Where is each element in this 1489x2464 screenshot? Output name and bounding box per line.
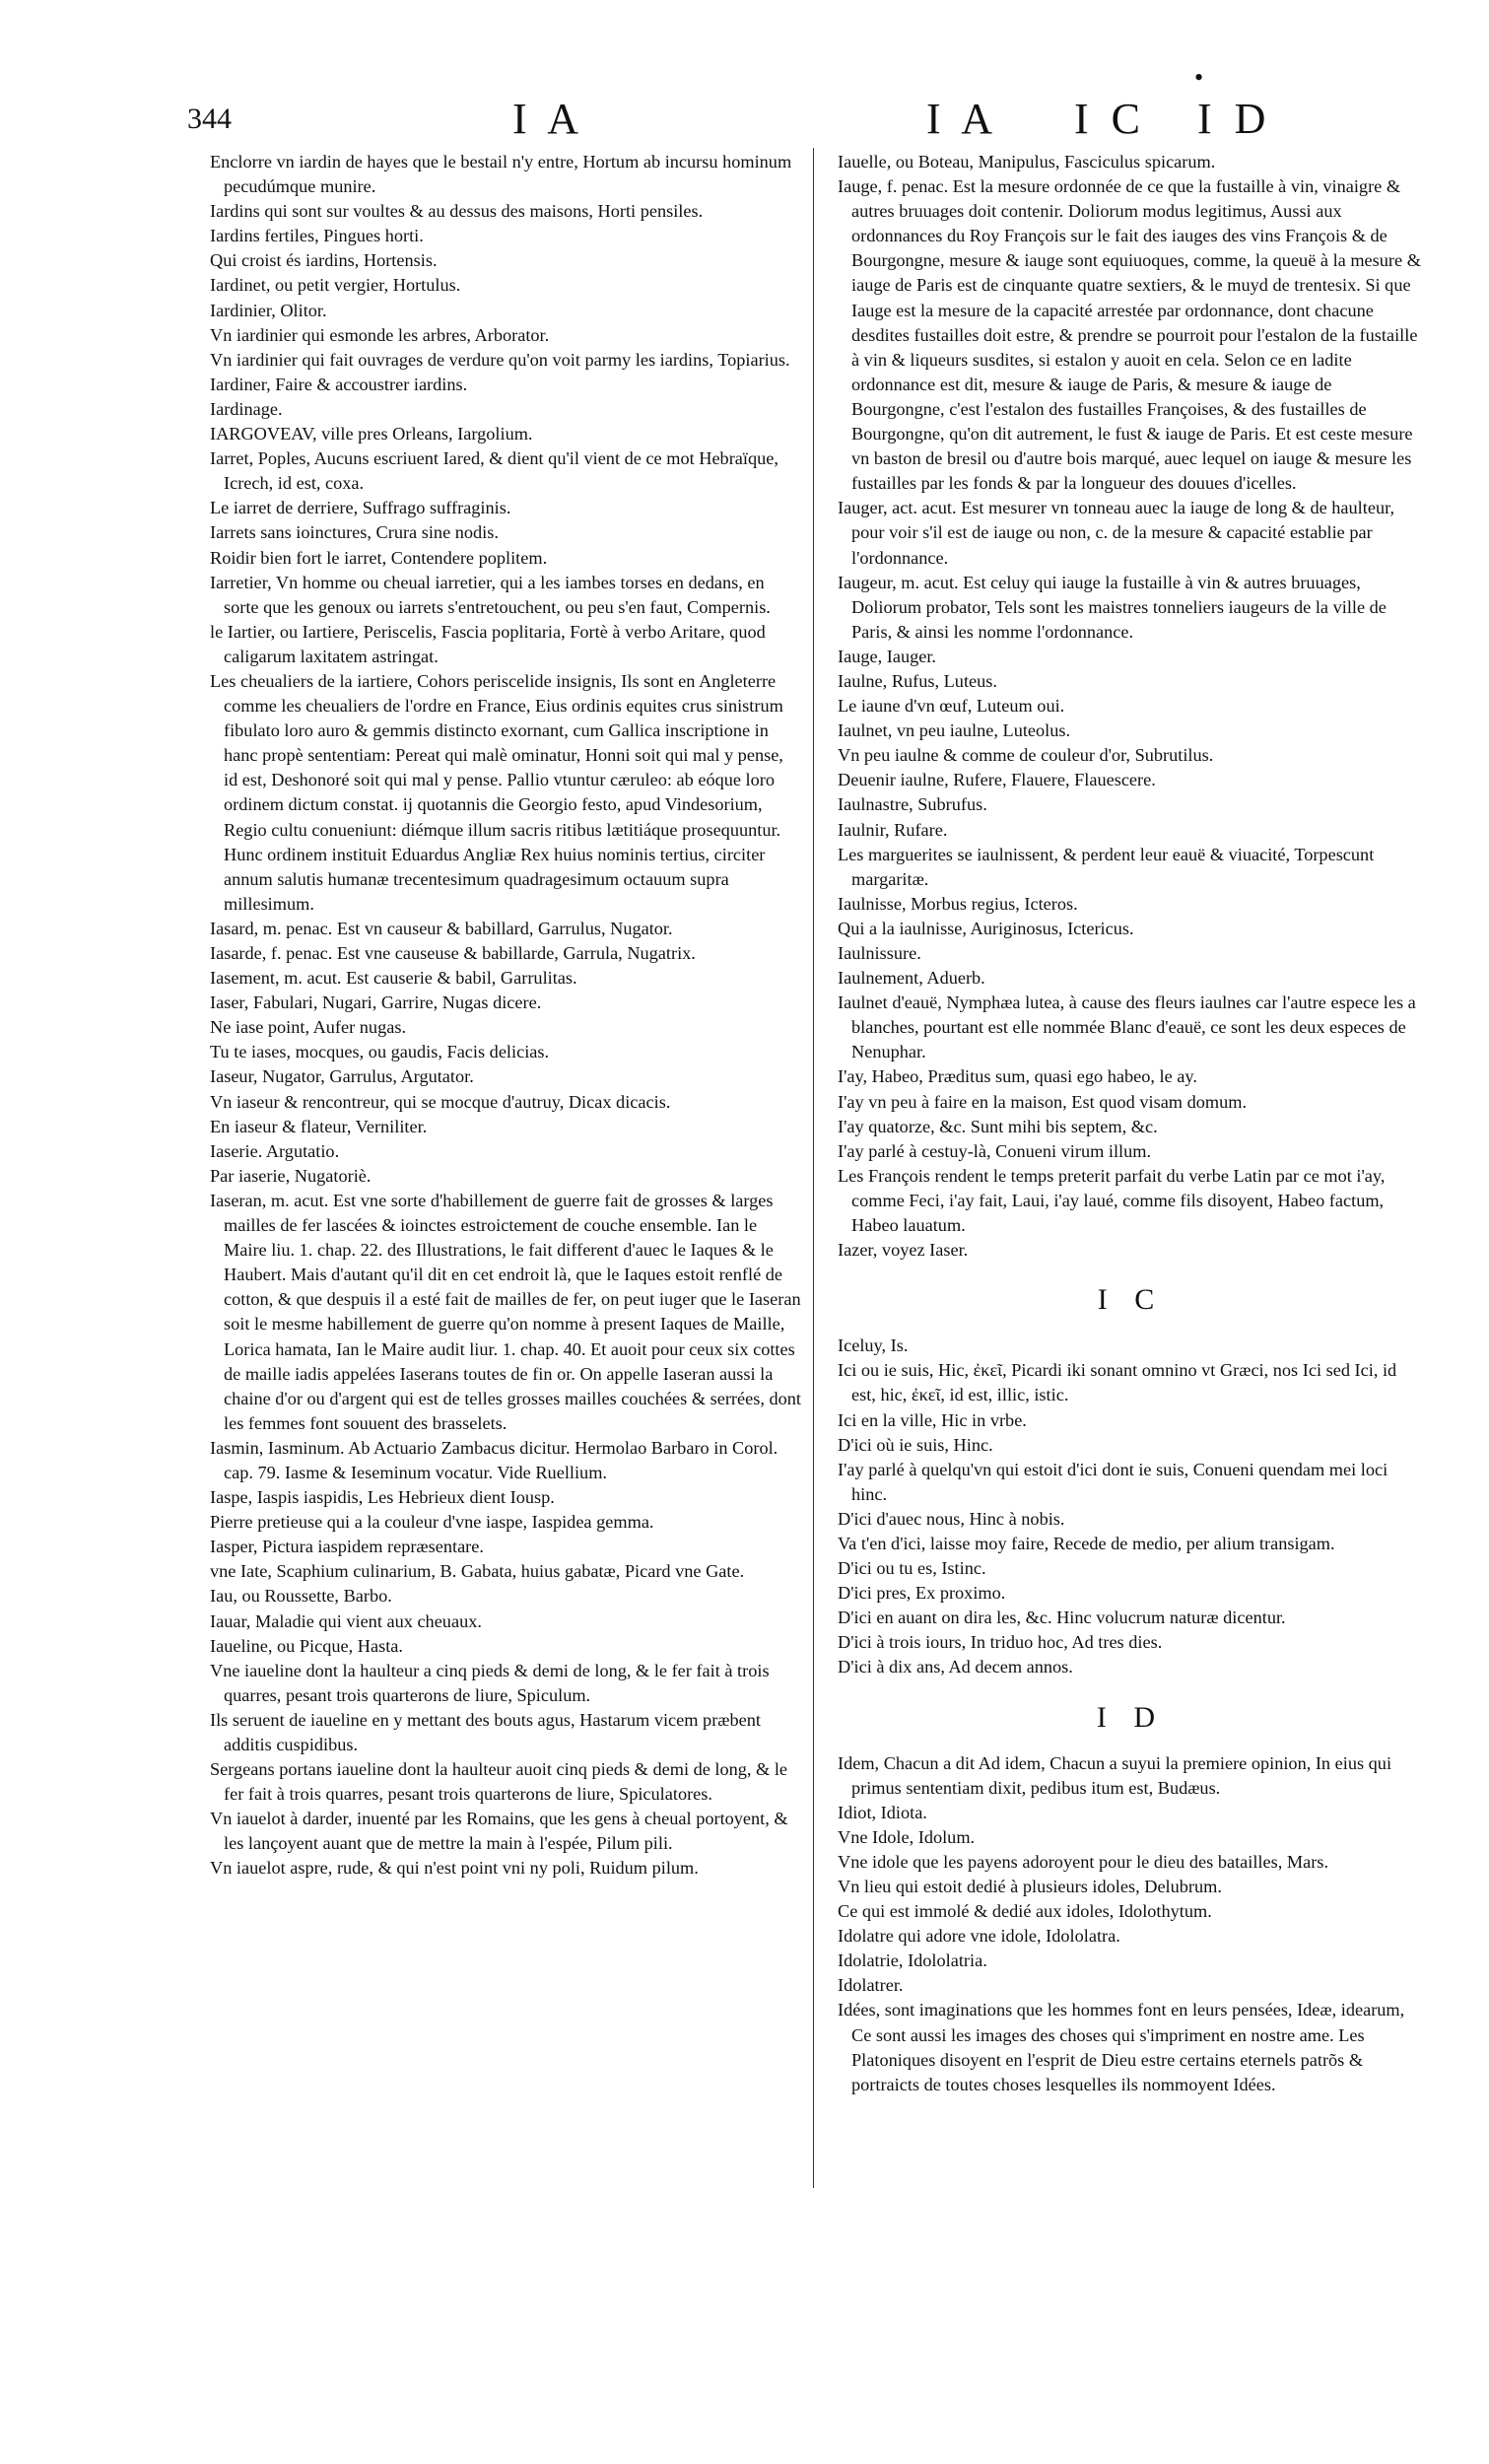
section-heading-ic: I C: [1097, 1283, 1165, 1317]
dictionary-entry: Vne Idole, Idolum.: [838, 1826, 976, 1847]
left-column: [210, 150, 801, 1882]
dictionary-entry: Les marguerites se iaulnissent, & perdent leur eauë & viuacité, Torpescunt margaritæ.: [838, 844, 1375, 889]
dictionary-entry: Iasement, m. acut. Est causerie & babil, Garrulitas.: [210, 968, 577, 989]
right-running-head-3: I D: [1197, 95, 1272, 143]
right-column-ia-entries: [838, 150, 1424, 1263]
dictionary-entry: Vne iaueline dont la haulteur a cinq pieds & demi de long, & le fer fait à trois quarres, pesant trois quarterons de liure, Spiculum.: [210, 1660, 770, 1705]
dictionary-entry: I'ay parlé à cestuy-là, Conueni virum illum.: [838, 1140, 1152, 1161]
dictionary-entry: Idolatrie, Idololatria.: [838, 1951, 987, 1971]
dictionary-entry: Iaulnisse, Morbus regius, Icteros.: [838, 893, 1078, 914]
dictionary-entry: vne Iate, Scaphium culinarium, B. Gabata, huius gabatæ, Picard vne Gate.: [210, 1561, 745, 1582]
page-number: 344: [187, 103, 232, 135]
dictionary-entry: Iauger, act. acut. Est mesurer vn tonneau auec la iauge de long & de haulteur, pour voir s'il est de iauge ou non, c. de la mesure & capacité establie par l'ordonnance.: [838, 498, 1395, 568]
dictionary-entry: Vn iaseur & rencontreur, qui se mocque d'autruy, Dicax dicacis.: [210, 1091, 671, 1112]
dictionary-entry: Ce qui est immolé & dedié aux idoles, Idolothytum.: [838, 1901, 1212, 1922]
dictionary-entry: le Iartier, ou Iartiere, Periscelis, Fascia poplitaria, Fortè à verbo Aritare, quod caligarum laxitatem astringat.: [210, 621, 766, 666]
printer-mark: •: [1194, 63, 1204, 92]
dictionary-entry: Idées, sont imaginations que les hommes font en leurs pensées, Ideæ, idearum, Ce sont aussi les images des choses qui s'impriment en nostre ame. Les Platoniques disoyent en l'esprit de Dieu estre certains eternels patrõs & portraicts de toutes choses lesquelles ils nommoyent Idées.: [838, 2000, 1405, 2094]
dictionary-entry: Qui croist és iardins, Hortensis.: [210, 250, 438, 271]
dictionary-entry: Ils seruent de iaueline en y mettant des bouts agus, Hastarum vicem præbent additis cuspidibus.: [210, 1709, 761, 1754]
right-running-head-1: I A: [926, 95, 998, 143]
dictionary-entry: I'ay, Habeo, Præditus sum, quasi ego habeo, le ay.: [838, 1066, 1197, 1087]
dictionary-entry: Iasper, Pictura iaspidem repræsentare.: [210, 1537, 484, 1557]
dictionary-entry: D'ici en auant on dira les, &c. Hinc volucrum naturæ dicentur.: [838, 1608, 1286, 1628]
dictionary-entry: D'ici d'auec nous, Hinc à nobis.: [838, 1508, 1065, 1529]
dictionary-entry: Le iaune d'vn œuf, Luteum oui.: [838, 696, 1065, 717]
dictionary-entry: Pierre pretieuse qui a la couleur d'vne iaspe, Iaspidea gemma.: [210, 1512, 654, 1533]
dictionary-entry: Iaseran, m. acut. Est vne sorte d'habillement de guerre fait de grosses & larges mailles de fer lascées & ioinctes estroictement de couche ensemble. Ian le Maire liu. 1. chap. 22. des Illustrations, le fait different d'auec le Iaques & le Haubert. Mais d'autant qu'il dit en cet endroit là, que le Iaques estoit renflé de cotton, & que despuis il a esté fait de mailles de fer, on peut iuger que le Iaseran soit le mesme habillement de guerre qu'on nomme à present Iaques de Maille, Lorica hamata, Ian le Maire audit liur. 1. chap. 40. Et auoit pour ceux six cottes de maille iadis appelées Iaserans toutes de fin or. On appelle Iaseran aussi la chaine d'or ou d'argent qui est de telles grosses mailles couchées & serrées, dont les femmes font souuent des brasselets.: [210, 1190, 801, 1433]
dictionary-entry: Iaulnastre, Subrufus.: [838, 794, 987, 815]
dictionary-entry: Iarretier, Vn homme ou cheual iarretier, qui a les iambes torses en dedans, en sorte que les genoux ou iarrets s'entretouchent, ou peu s'en faut, Compernis.: [210, 572, 771, 617]
dictionary-entry: Iaulnet, vn peu iaulne, Luteolus.: [838, 720, 1071, 741]
dictionary-entry: Deuenir iaulne, Rufere, Flauere, Flauescere.: [838, 770, 1156, 790]
dictionary-entry: Ici ou ie suis, Hic, ἐκεῖ, Picardi iki sonant omnino vt Græci, nos Ici sed Ici, id est, hic, ἐκεῖ, id est, illic, istic.: [838, 1360, 1397, 1405]
dictionary-entry: Vn peu iaulne & comme de couleur d'or, Subrutilus.: [838, 745, 1214, 766]
dictionary-entry: Iaser, Fabulari, Nugari, Garrire, Nugas dicere.: [210, 992, 542, 1013]
dictionary-entry: Iarret, Poples, Aucuns escriuent Iared, & dient qu'il vient de ce mot Hebraïque, Icrech, id est, coxa.: [210, 448, 778, 494]
dictionary-entry: Iarrets sans ioinctures, Crura sine nodis.: [210, 522, 499, 543]
dictionary-entry: Roidir bien fort le iarret, Contendere poplitem.: [210, 547, 548, 568]
dictionary-entry: Iau, ou Roussette, Barbo.: [210, 1586, 392, 1607]
dictionary-entry: Vne idole que les payens adoroyent pour le dieu des batailles, Mars.: [838, 1851, 1329, 1872]
dictionary-entry: Iaulnir, Rufare.: [838, 819, 948, 840]
dictionary-entry: Iauar, Maladie qui vient aux cheuaux.: [210, 1610, 482, 1631]
dictionary-entry: IARGOVEAV, ville pres Orleans, Iargolium.: [210, 424, 533, 445]
dictionary-entry: Iauge, f. penac. Est la mesure ordonnée de ce que la fustaille à vin, vinaigre & autres bruuages doit contenir. Doliorum modus legitimus, Aussi aux ordonnances du Roy François sur le fait des iauges des vins François & de Bourgongne, mesure & iauge sont equiuoques, comme, la queuë à la mesure & iauge de Paris est de cinquante quatre sextiers, & le muyd de trentesix. Si que Iauge est la mesure de la capacité arrestée par ordonnance, dont chacune desdites fustailles doit estre, & prendre se pourroit pour l'estalon de la fustaille à vin & liqueurs susdites, si estalon y auoit en cela. Selon ce en ladite ordonnance est dit, mesure & iauge de Paris, & mesure & iauge de Bourgongne, c'est l'estalon des fustailles Françoises, & des fustailles de Bourgongne, qu'on dit autrement, le fust & iauge de Paris. Et est ceste mesure vn baston de bresil ou d'autre bois marqué, auec lequel on iauge & mesure les fustailles par les fonds & par la longueur des douues d'icelles.: [838, 176, 1421, 494]
dictionary-entry: Iaseur, Nugator, Garrulus, Argutator.: [210, 1066, 474, 1087]
dictionary-entry: Iardiner, Faire & accoustrer iardins.: [210, 374, 468, 394]
dictionary-entry: Idem, Chacun a dit Ad idem, Chacun a suyui la premiere opinion, In eius qui primus sententiam dixit, pedibus itum est, Budæus.: [838, 1752, 1392, 1798]
dictionary-entry: Vn iauelot à darder, inuenté par les Romains, que les gens à cheual portoyent, & les lançoyent auant que de mettre la main à l'espée, Pilum pili.: [210, 1809, 788, 1854]
dictionary-entry: Iceluy, Is.: [838, 1335, 909, 1356]
dictionary-entry: Iasard, m. penac. Est vn causeur & babillard, Garrulus, Nugator.: [210, 918, 673, 938]
dictionary-entry: Idiot, Idiota.: [838, 1802, 927, 1822]
section-heading-id: I D: [1096, 1700, 1166, 1734]
dictionary-entry: Iasmin, Iasminum. Ab Actuario Zambacus dicitur. Hermolao Barbaro in Corol. cap. 79. Iasme & Ieseminum vocatur. Vide Ruellium.: [210, 1437, 778, 1482]
dictionary-entry: Iaserie. Argutatio.: [210, 1140, 340, 1161]
dictionary-entry: Vn iardinier qui fait ouvrages de verdure qu'on voit parmy les iardins, Topiarius.: [210, 349, 790, 370]
dictionary-entry: I'ay parlé à quelqu'vn qui estoit d'ici dont ie suis, Conueni quendam mei loci hinc.: [838, 1459, 1388, 1504]
dictionary-entry: Iauge, Iauger.: [838, 646, 936, 666]
dictionary-entry: Iaueline, ou Picque, Hasta.: [210, 1635, 403, 1656]
dictionary-entry: Idolatrer.: [838, 1975, 904, 1996]
dictionary-entry: Ne iase point, Aufer nugas.: [210, 1017, 407, 1038]
dictionary-entry: Sergeans portans iaueline dont la haulteur auoit cinq pieds & demi de long, & le fer fait à trois quarres, pesant trois quarterons de liure, Spiculatores.: [210, 1759, 788, 1805]
right-column-id-entries: [838, 1751, 1424, 2097]
column-divider: [813, 148, 814, 2188]
dictionary-entry: Iaspe, Iaspis iaspidis, Les Hebrieux dient Iousp.: [210, 1487, 555, 1508]
dictionary-entry: Les cheualiers de la iartiere, Cohors periscelide insignis, Ils sont en Angleterre comme les cheualiers de l'ordre en France, Eius ordinis equites crus sinistrum fibulato loro auro & gemmis distincto exornant, cum Gallica inscriptione in hanc propè sententiam: Pereat qui malè ominatur, Honni soit qui mal y pense, id est, Deshonoré soit qui mal y pense. Pallio vtuntur cæruleo: ab eóque loro ordinem dictum constat. ij quotannis die Georgio festo, apud Vindesorium, Regio cultu conueniunt: diémque illum sacris ritibus lætitiáque prosequuntur. Hunc ordinem instituit Eduardus Angliæ Rex huius nominis tertius, circiter annum salutis humanæ trecentesimum quadragesimum octauum supra millesimum.: [210, 670, 783, 914]
dictionary-entry: Iaulne, Rufus, Luteus.: [838, 670, 997, 691]
dictionary-entry: Vn iardinier qui esmonde les arbres, Arborator.: [210, 324, 550, 345]
dictionary-entry: Iardinier, Olitor.: [210, 300, 327, 320]
dictionary-entry: Iaulnement, Aduerb.: [838, 968, 985, 989]
dictionary-entry: Iardinage.: [210, 398, 283, 419]
dictionary-entry: Iaulnet d'eauë, Nymphæa lutea, à cause des fleurs iaulnes car l'autre espece les a blanches, pourtant est elle nommée Blanc d'eauë, ce sont les deux especes de Nenuphar.: [838, 992, 1416, 1062]
right-running-head-2: I C: [1074, 95, 1146, 143]
dictionary-entry: Iauelle, ou Boteau, Manipulus, Fasciculus spicarum.: [838, 152, 1216, 171]
dictionary-entry: Idolatre qui adore vne idole, Idololatra.: [838, 1926, 1120, 1947]
dictionary-entry: Iasarde, f. penac. Est vne causeuse & babillarde, Garrula, Nugatrix.: [210, 943, 696, 963]
dictionary-entry: Va t'en d'ici, laisse moy faire, Recede de medio, per alium transigam.: [838, 1533, 1335, 1553]
dictionary-entry: Vn iauelot aspre, rude, & qui n'est point vni ny poli, Ruidum pilum.: [210, 1858, 699, 1879]
dictionary-entry: Iardins fertiles, Pingues horti.: [210, 226, 424, 246]
dictionary-entry: D'ici pres, Ex proximo.: [838, 1583, 1006, 1604]
dictionary-entry: I'ay vn peu à faire en la maison, Est quod visam domum.: [838, 1091, 1248, 1112]
dictionary-entry: Par iaserie, Nugatoriè.: [210, 1165, 372, 1186]
dictionary-entry: Iaulnissure.: [838, 943, 921, 963]
dictionary-entry: I'ay quatorze, &c. Sunt mihi bis septem, &c.: [838, 1116, 1158, 1136]
right-column: [838, 150, 1424, 2097]
dictionary-entry: D'ici à trois iours, In triduo hoc, Ad tres dies.: [838, 1632, 1163, 1653]
dictionary-entry: D'ici ou tu es, Istinc.: [838, 1558, 986, 1579]
dictionary-entry: En iaseur & flateur, Verniliter.: [210, 1116, 428, 1136]
dictionary-entry: Enclorre vn iardin de hayes que le bestail n'y entre, Hortum ab incursu hominum pecudúmque munire.: [210, 152, 792, 197]
left-running-head: I A: [512, 95, 584, 143]
dictionary-entry: Iaugeur, m. acut. Est celuy qui iauge la fustaille à vin & autres bruuages, Doliorum probator, Tels sont les maistres tonneliers iaugeurs de la ville de Paris, & ainsi les nomme l'ordonnance.: [838, 572, 1387, 642]
dictionary-entry: Vn lieu qui estoit dedié à plusieurs idoles, Delubrum.: [838, 1877, 1222, 1896]
dictionary-entry: Iardins qui sont sur voultes & au dessus des maisons, Horti pensiles.: [210, 201, 704, 222]
dictionary-entry: Le iarret de derriere, Suffrago suffraginis.: [210, 498, 511, 518]
dictionary-entry: Ici en la ville, Hic in vrbe.: [838, 1409, 1027, 1430]
dictionary-entry: D'ici où ie suis, Hinc.: [838, 1434, 993, 1455]
dictionary-entry: Iazer, voyez Iaser.: [838, 1240, 969, 1261]
right-column-ic-entries: [838, 1334, 1424, 1679]
dictionary-entry: Iardinet, ou petit vergier, Hortulus.: [210, 275, 461, 296]
dictionary-entry: Tu te iases, mocques, ou gaudis, Facis delicias.: [210, 1042, 550, 1062]
running-header: [0, 95, 1489, 144]
dictionary-entry: D'ici à dix ans, Ad decem annos.: [838, 1657, 1073, 1677]
dictionary-entry: Les François rendent le temps preterit parfait du verbe Latin par ce mot i'ay, comme Feci, i'ay fait, Laui, i'ay laué, comme fils disoyent, Habeo factum, Habeo lauatum.: [838, 1165, 1386, 1236]
dictionary-entry: Qui a la iaulnisse, Auriginosus, Ictericus.: [838, 918, 1134, 938]
